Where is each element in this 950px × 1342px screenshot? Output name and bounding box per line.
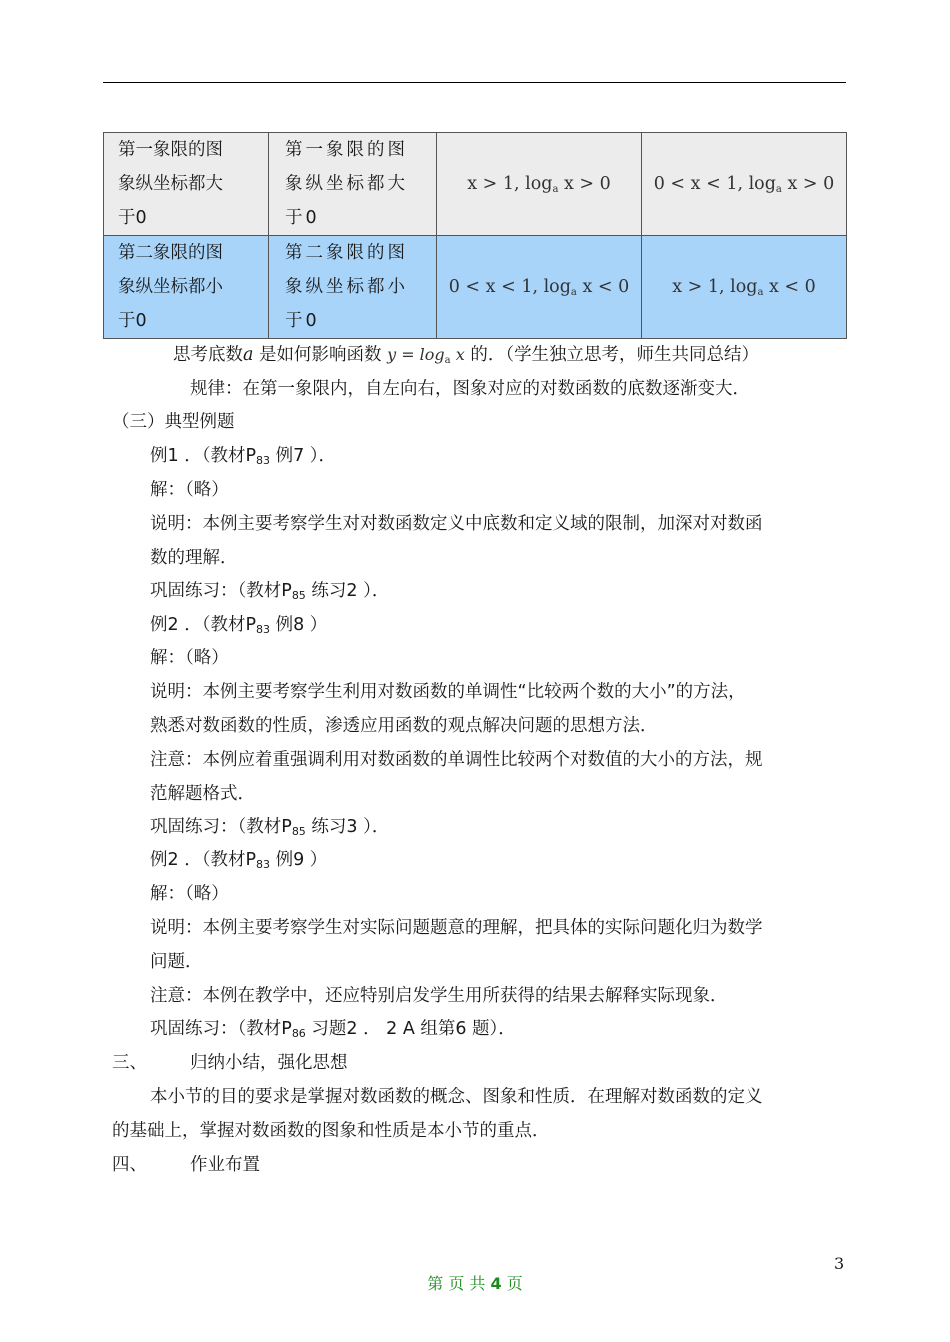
table-cell-formula: 0 < x < 1, $\log_a x > 0$: [642, 133, 847, 236]
note-1-line-1: 说明：本例主要考察学生对对数函数定义中底数和定义域的限制，加深对对数函: [150, 514, 763, 534]
table-cell-formula: x > 1, $\log_a x < 0$: [642, 236, 847, 339]
note-2-line-2: 熟悉对数函数的性质，渗透应用函数的观点解决问题的思想方法．: [150, 716, 658, 736]
header-rule: [103, 82, 846, 83]
note-1-line-2: 数的理解．: [150, 548, 238, 568]
summary-line-1: 本小节的目的要求是掌握对数函数的概念、图象和性质．在理解对数函数的定义: [150, 1087, 763, 1107]
solution-2: 解：（略）: [150, 648, 229, 668]
example-3: 例2 ．（教材P83 例9 ）: [150, 850, 328, 871]
page-footer: 第 页 共 4 页: [427, 1274, 523, 1293]
example-2: 例2 ．（教材P83 例8 ）: [150, 615, 328, 636]
practice-3: 巩固练习：（教材P86 习题2 ． 2 A 组第6 题）．: [150, 1019, 516, 1040]
table-row: [104, 236, 847, 339]
table-cell: 第二象限的图 象纵坐标都小 于0: [104, 236, 269, 339]
solution-3: 解：（略）: [150, 884, 229, 904]
table-cell: 第二象限的图 象纵坐标都小 于0: [269, 236, 437, 339]
section-homework-number: 四、: [112, 1155, 147, 1175]
practice-1: 巩固练习：（教材P85 练习2 ）．: [150, 581, 390, 602]
attention-2-line-2: 范解题格式．: [150, 784, 255, 804]
attention-3: 注意：本例在教学中，还应特别启发学生用所获得的结果去解释实际现象．: [150, 986, 728, 1006]
table-cell: 第一象限的图 象纵坐标都大 于0: [104, 133, 269, 236]
summary-line-2: 的基础上，掌握对数函数的图象和性质是本小节的重点．: [112, 1121, 550, 1141]
note-3-line-1: 说明：本例主要考察学生对实际问题题意的理解，把具体的实际问题化归为数学: [150, 918, 763, 938]
section-heading: （三）典型例题: [112, 412, 235, 432]
attention-2-line-1: 注意：本例应着重强调利用对数函数的单调性比较两个对数值的大小的方法，规: [150, 750, 763, 770]
table-cell-formula: 0 < x < 1, $\log_a x < 0$: [437, 236, 642, 339]
think-question: 思考底数a 是如何影响函数 $y = \log_a x$ 的．（学生独立思考，师生共同总结）: [173, 345, 760, 366]
note-3-line-2: 问题．: [150, 952, 203, 972]
section-homework-title: 作业布置: [190, 1155, 260, 1175]
solution-1: 解：（略）: [150, 480, 229, 500]
log-properties-table: [103, 132, 847, 339]
table-cell: 第一象限的图 象纵坐标都大 于0: [269, 133, 437, 236]
rule-text: 规律：在第一象限内，自左向右，图象对应的对数函数的底数逐渐变大．: [190, 379, 750, 399]
page-number: 3: [834, 1254, 845, 1273]
example-1: 例1 ．（教材P83 例7 ）．: [150, 446, 337, 467]
table-cell-formula: x > 1, $\log_a x > 0$: [437, 133, 642, 236]
note-2-line-1: 说明：本例主要考察学生利用对数函数的单调性“比较两个数的大小”的方法，: [150, 682, 746, 702]
section-summary-number: 三、: [112, 1053, 147, 1073]
section-summary-title: 归纳小结，强化思想: [190, 1053, 348, 1073]
practice-2: 巩固练习：（教材P85 练习3 ）．: [150, 817, 390, 838]
table-row: [104, 133, 847, 236]
